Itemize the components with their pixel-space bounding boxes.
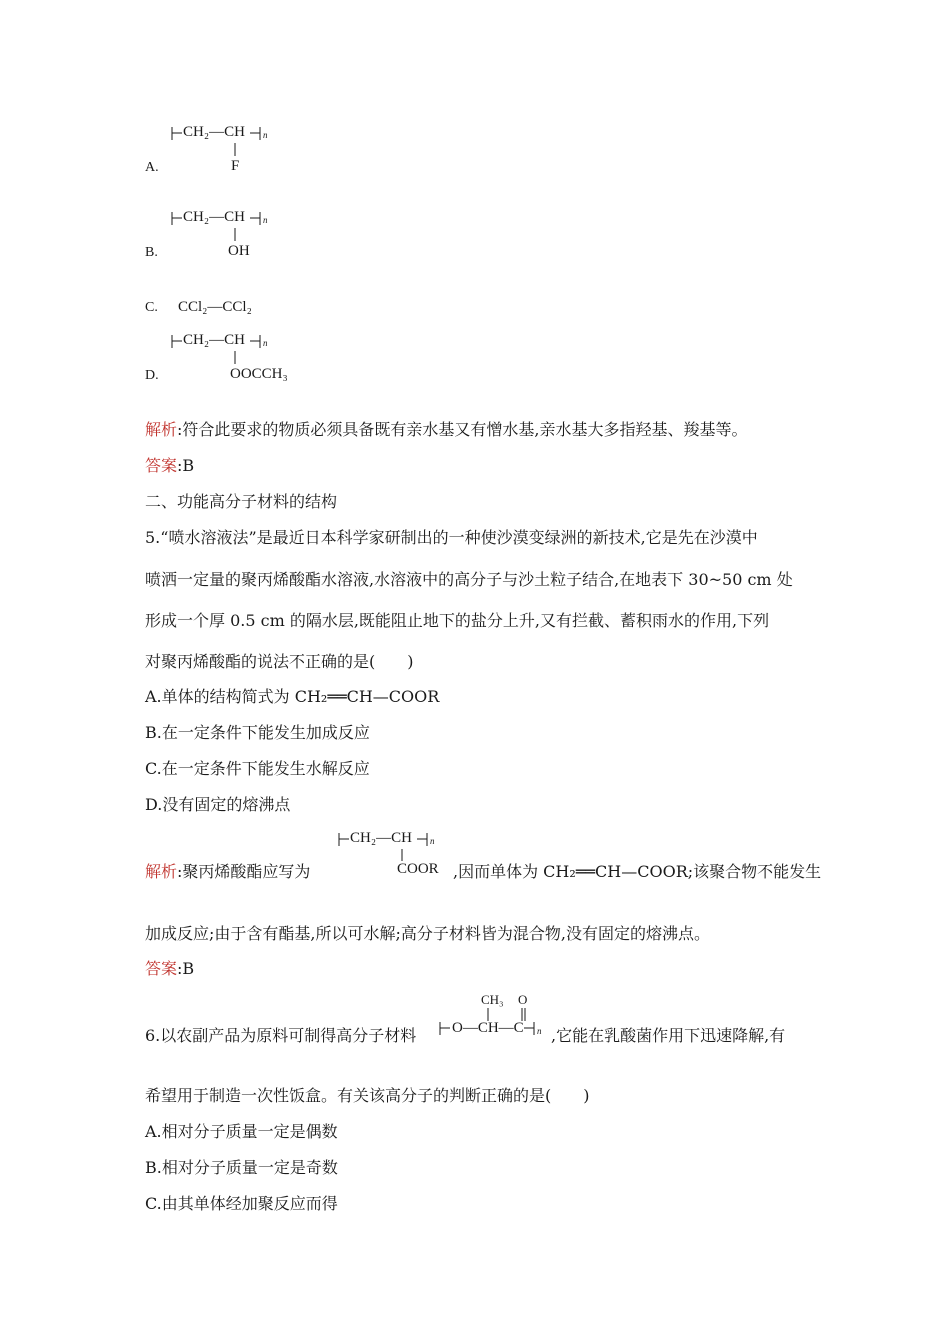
formula-q6-chain: O—CH—C xyxy=(452,1020,524,1036)
formula-q5-n: n xyxy=(430,836,435,846)
q5-option-a: A.单体的结构简式为 CH₂══CH—COOR xyxy=(145,687,440,706)
formula-a-substituent: F xyxy=(231,158,240,174)
answer-label: 答案 xyxy=(145,456,178,475)
option-d-label: D. xyxy=(145,368,159,383)
analysis-q5-line-2: 加成反应;由于含有酯基,所以可水解;高分子材料皆为混合物,没有固定的熔沸点。 xyxy=(145,924,710,943)
polymer-formula-b xyxy=(170,207,280,267)
q5-line-1: 5.“喷水溶液法”是最近日本科学家研制出的一种使沙漠变绿洲的新技术,它是先在沙漠中 xyxy=(145,528,758,547)
answer-text: :B xyxy=(177,456,195,475)
polymer-formula-a xyxy=(170,122,280,182)
analysis-q5-line-1-cont: ,因而单体为 CH₂══CH—COOR;该聚合物不能发生 xyxy=(453,862,822,881)
formula-d-chain: CH₂—CH xyxy=(183,332,245,348)
analysis-label: 解析 xyxy=(145,862,178,881)
formula-d-substituent: OOCCH₃ xyxy=(230,366,288,382)
answer-q4 xyxy=(145,456,194,476)
q6-option-b: B.相对分子质量一定是奇数 xyxy=(145,1158,338,1177)
q5-line-3: 形成一个厚 0.5 cm 的隔水层,既能阻止地下的盐分上升,又有拦截、蓄积雨水的作用,下列 xyxy=(145,611,770,630)
formula-a-chain: CH₂—CH xyxy=(183,124,245,140)
formula-q5-chain: CH₂—CH xyxy=(350,830,412,846)
analysis-q5-line-1 xyxy=(145,862,310,882)
polymer-formula-q5 xyxy=(337,828,457,883)
analysis-q4 xyxy=(145,420,748,440)
q5-option-b: B.在一定条件下能发生加成反应 xyxy=(145,723,370,742)
formula-b-chain: CH₂—CH xyxy=(183,209,245,225)
q5-option-c: C.在一定条件下能发生水解反应 xyxy=(145,759,370,778)
polymer-formula-d xyxy=(170,330,310,390)
option-b-label: B. xyxy=(145,245,158,260)
answer-q5 xyxy=(145,959,194,979)
formula-b-n: n xyxy=(263,215,268,225)
formula-q6-n: n xyxy=(537,1026,542,1036)
q6-option-a: A.相对分子质量一定是偶数 xyxy=(145,1122,338,1141)
polymer-formula-q6 xyxy=(438,992,548,1042)
formula-a-n: n xyxy=(263,130,268,140)
analysis-label: 解析 xyxy=(145,420,178,439)
option-a-label: A. xyxy=(145,160,159,175)
option-c-label: C. xyxy=(145,300,158,315)
formula-q6-ch3: CH₃ xyxy=(481,992,504,1007)
formula-q5-substituent: COOR xyxy=(397,861,439,877)
answer-text: :B xyxy=(177,959,195,978)
q6-line-2: 希望用于制造一次性饭盒。有关该高分子的判断正确的是( ) xyxy=(145,1086,590,1105)
analysis-text: :聚丙烯酸酯应写为 xyxy=(177,862,311,881)
formula-b-substituent: OH xyxy=(228,243,250,259)
q5-option-d: D.没有固定的熔沸点 xyxy=(145,795,291,814)
q5-line-4: 对聚丙烯酸酯的说法不正确的是( ) xyxy=(145,652,414,671)
q6-line-1b: ,它能在乳酸菌作用下迅速降解,有 xyxy=(551,1026,786,1045)
q6-option-c: C.由其单体经加聚反应而得 xyxy=(145,1194,338,1213)
analysis-text: :符合此要求的物质必须具备既有亲水基又有憎水基,亲水基大多指羟基、羧基等。 xyxy=(177,420,748,439)
formula-c: CCl₂—CCl₂ xyxy=(178,299,252,315)
q5-line-2: 喷洒一定量的聚丙烯酸酯水溶液,水溶液中的高分子与沙土粒子结合,在地表下 30~50 cm 处 xyxy=(145,570,793,589)
formula-q6-oxygen: O xyxy=(518,992,528,1007)
answer-label: 答案 xyxy=(145,959,178,978)
formula-d-n: n xyxy=(263,338,268,348)
q6-line-1a: 6.以农副产品为原料可制得高分子材料 xyxy=(145,1026,417,1045)
section-heading: 二、功能高分子材料的结构 xyxy=(145,492,338,511)
